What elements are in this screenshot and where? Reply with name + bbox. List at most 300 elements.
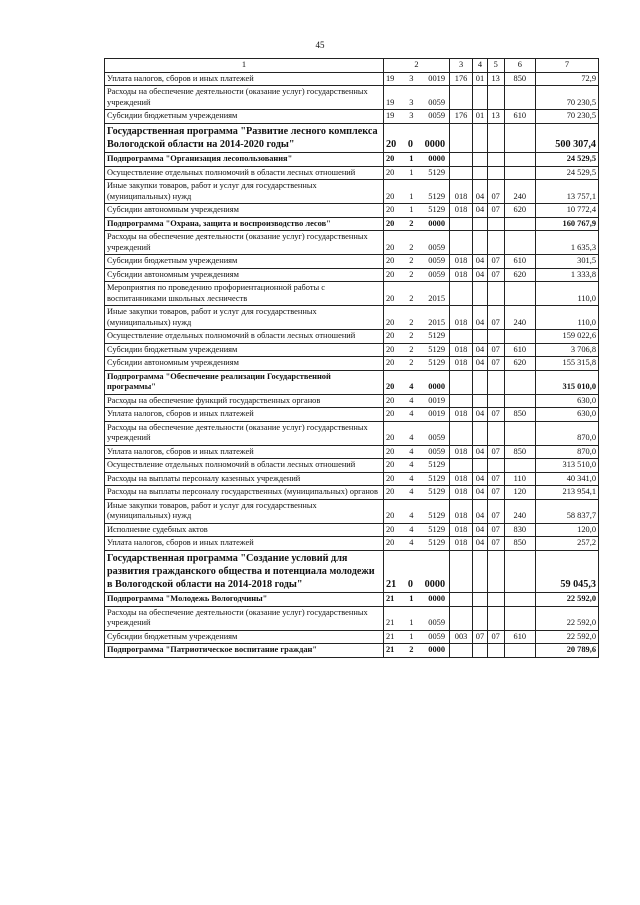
subprogram-code: 3 [409,97,414,107]
program-code: 21 [385,631,395,641]
direction-code: 0000 [428,218,446,228]
section-code [473,606,488,630]
section-code [473,86,488,110]
direction-code: 2015 [428,293,446,303]
row-name: Иные закупки товаров, работ и услуг для государственных (муниципальных) нужд [105,499,384,523]
expense-type-code: 240 [504,499,535,523]
program-code: 20 [385,395,395,405]
section-code: 04 [473,408,488,422]
subsection-code: 07 [487,268,504,282]
direction-code: 0059 [428,111,446,120]
grbs-code: 018 [450,486,473,500]
direction-code: 0000 [428,645,446,655]
grbs-code [450,123,473,153]
expense-type-code: 120 [504,486,535,500]
amount: 257,2 [536,537,599,551]
subsection-code: 13 [487,72,504,86]
section-code: 01 [473,72,488,86]
direction-code: 0059 [428,433,446,442]
row-name: Расходы на выплаты персоналу казенных учреждений [105,472,384,486]
grbs-code [450,606,473,630]
program-code: 21 [385,579,397,590]
amount: 315 010,0 [536,370,599,394]
subprogram-row [105,370,599,394]
expense-type-code [504,370,535,394]
direction-code: 5129 [428,524,446,534]
table-row [105,255,599,269]
subsection-code: 07 [487,343,504,357]
expense-type-code: 620 [504,268,535,282]
subsection-code: 07 [487,180,504,204]
target-article-code [383,204,449,218]
subsection-code: 13 [487,110,504,124]
direction-code: 0000 [424,138,446,150]
expense-type-code: 620 [504,357,535,371]
program-code: 20 [385,138,397,150]
subprogram-code: 1 [409,191,414,201]
subsection-code: 07 [487,499,504,523]
amount: 870,0 [536,445,599,459]
amount: 22 592,0 [536,593,599,607]
section-code: 04 [473,445,488,459]
expense-type-code [504,231,535,255]
program-code: 20 [385,269,395,279]
grbs-code [450,86,473,110]
amount: 58 837,7 [536,499,599,523]
target-article-code [383,357,449,371]
target-article-code [383,123,449,153]
grbs-code: 018 [450,255,473,269]
program-code: 20 [385,538,395,547]
amount: 160 767,9 [536,217,599,231]
direction-code: 5129 [428,344,446,354]
program-code: 20 [385,242,395,252]
grbs-code: 018 [450,306,473,330]
table-row [105,204,599,218]
target-article-code [383,606,449,630]
section-code: 04 [473,357,488,371]
section-code: 04 [473,499,488,523]
column-number: 3 [450,59,473,73]
grbs-code: 018 [450,472,473,486]
table-row [105,486,599,500]
amount: 3 706,8 [536,343,599,357]
program-code: 20 [385,433,395,442]
row-name: Уплата налогов, сборов и иных платежей [105,445,384,459]
target-article-code [383,110,449,124]
expense-type-code [504,459,535,473]
direction-code: 0019 [428,395,446,405]
program-code: 20 [385,344,395,354]
subprogram-code: 1 [409,594,414,604]
program-code: 20 [385,487,395,496]
subsection-code [487,593,504,607]
program-code: 20 [385,331,395,340]
subprogram-code: 4 [409,473,414,483]
expense-type-code: 830 [504,523,535,537]
row-name: Расходы на выплаты персоналу государственных (муниципальных) органов [105,486,384,500]
subprogram-row [105,217,599,231]
subsection-code: 07 [487,357,504,371]
subsection-code: 07 [487,523,504,537]
section-code [473,421,488,445]
grbs-code: 018 [450,343,473,357]
row-name: Субсидии бюджетным учреждениям [105,255,384,269]
direction-code: 5129 [428,191,446,201]
subsection-code [487,394,504,408]
subprogram-code: 2 [409,218,414,228]
program-code: 20 [385,524,395,534]
section-code: 04 [473,343,488,357]
amount: 13 757,1 [536,180,599,204]
row-name: Осуществление отдельных полномочий в области лесных отношений [105,459,384,473]
program-code: 20 [385,358,395,367]
row-name: Расходы на обеспечение функций государственных органов [105,394,384,408]
subprogram-code: 1 [409,154,414,163]
program-code: 21 [385,645,395,655]
program-code: 21 [385,618,395,628]
subprogram-row [105,153,599,167]
subprogram-code: 2 [409,331,414,340]
amount: 870,0 [536,421,599,445]
grbs-code [450,459,473,473]
grbs-code [450,550,473,593]
subprogram-code: 4 [409,409,414,418]
program-code: 20 [385,317,395,327]
target-article-code [383,459,449,473]
expense-type-code [504,166,535,180]
direction-code: 0059 [428,242,446,252]
section-code [473,394,488,408]
expense-type-code: 240 [504,180,535,204]
table-row [105,523,599,537]
subprogram-code: 2 [409,269,414,279]
amount: 213 954,1 [536,486,599,500]
table-row [105,72,599,86]
subsection-code [487,644,504,658]
expense-type-code [504,86,535,110]
expense-type-code: 620 [504,204,535,218]
amount: 20 789,6 [536,644,599,658]
subsection-code [487,123,504,153]
amount: 72,9 [536,72,599,86]
subsection-code: 07 [487,486,504,500]
subprogram-code: 0 [407,579,413,590]
program-code: 20 [385,293,395,303]
direction-code: 0019 [428,73,446,83]
target-article-code [383,550,449,593]
section-code: 04 [473,255,488,269]
program-code: 20 [385,460,395,469]
program-code: 20 [385,167,395,177]
subsection-code [487,330,504,344]
row-name: Мероприятия по проведению профориентационной работы с воспитанниками школьных лесничеств [105,282,384,306]
expense-type-code [504,123,535,153]
table-row [105,408,599,422]
subprogram-code: 4 [409,511,414,520]
table-row [105,110,599,124]
direction-code: 5129 [428,358,446,367]
row-name: Осуществление отдельных полномочий в области лесных отношений [105,166,384,180]
row-name: Расходы на обеспечение деятельности (оказание услуг) государственных учреждений [105,231,384,255]
program-code: 19 [385,111,395,120]
target-article-code [383,268,449,282]
target-article-code [383,593,449,607]
table-row [105,343,599,357]
amount: 313 510,0 [536,459,599,473]
direction-code: 5129 [428,473,446,483]
subsection-code: 07 [487,255,504,269]
row-name: Осуществление отдельных полномочий в области лесных отношений [105,330,384,344]
direction-code: 5129 [428,167,446,177]
table-row [105,394,599,408]
program-code: 20 [385,511,395,520]
section-code [473,282,488,306]
subsection-code: 07 [487,204,504,218]
subprogram-code: 4 [409,433,414,442]
target-article-code [383,630,449,644]
row-name: Подпрограмма "Охрана, защита и воспроизводство лесов" [105,217,384,231]
table-row [105,166,599,180]
subsection-code [487,282,504,306]
row-name: Субсидии автономным учреждениям [105,357,384,371]
amount: 110,0 [536,306,599,330]
amount: 159 022,6 [536,330,599,344]
column-number: 7 [536,59,599,73]
target-article-code [383,306,449,330]
expense-type-code: 610 [504,255,535,269]
expense-type-code [504,644,535,658]
program-code: 20 [385,382,395,391]
grbs-code: 018 [450,445,473,459]
grbs-code [450,593,473,607]
subsection-code [487,231,504,255]
row-name: Субсидии автономным учреждениям [105,204,384,218]
row-name: Подпрограмма "Организация лесопользования" [105,153,384,167]
grbs-code: 018 [450,537,473,551]
expense-type-code: 850 [504,537,535,551]
row-name: Расходы на обеспечение деятельности (оказание услуг) государственных учреждений [105,421,384,445]
page-number: 45 [315,40,325,50]
row-name: Иные закупки товаров, работ и услуг для государственных (муниципальных) нужд [105,306,384,330]
amount: 630,0 [536,408,599,422]
program-row [105,550,599,593]
subprogram-code: 3 [409,73,414,83]
grbs-code: 176 [450,110,473,124]
subprogram-row [105,644,599,658]
row-name: Субсидии автономным учреждениям [105,268,384,282]
subsection-code [487,153,504,167]
expense-type-code [504,421,535,445]
grbs-code: 018 [450,204,473,218]
amount: 24 529,5 [536,166,599,180]
section-code: 04 [473,523,488,537]
expense-type-code: 240 [504,306,535,330]
subsection-code [487,217,504,231]
subprogram-row [105,593,599,607]
amount: 59 045,3 [536,550,599,593]
table-row [105,472,599,486]
direction-code: 0000 [428,382,446,391]
program-code: 20 [385,205,395,214]
section-code [473,459,488,473]
subprogram-code: 0 [407,138,413,150]
subprogram-code: 4 [409,395,414,405]
target-article-code [383,255,449,269]
row-name: Субсидии бюджетным учреждениям [105,110,384,124]
expense-type-code: 610 [504,110,535,124]
program-code: 20 [385,154,395,163]
subprogram-code: 2 [409,645,414,655]
grbs-code: 018 [450,180,473,204]
target-article-code [383,445,449,459]
section-code [473,330,488,344]
expense-type-code: 850 [504,72,535,86]
table-row [105,499,599,523]
target-article-code [383,166,449,180]
direction-code: 5129 [428,205,446,214]
target-article-code [383,523,449,537]
subsection-code: 07 [487,306,504,330]
amount: 22 592,0 [536,606,599,630]
row-name: Расходы на обеспечение деятельности (оказание услуг) государственных учреждений [105,606,384,630]
direction-code: 2015 [428,317,446,327]
grbs-code [450,644,473,658]
row-name: Субсидии бюджетным учреждениям [105,343,384,357]
table-row [105,86,599,110]
direction-code: 0000 [428,594,446,604]
table-row [105,357,599,371]
section-code [473,217,488,231]
subprogram-code: 1 [409,618,414,628]
target-article-code [383,537,449,551]
subprogram-code: 1 [409,631,414,641]
grbs-code [450,153,473,167]
section-code [473,550,488,593]
section-code [473,593,488,607]
section-code [473,370,488,394]
table-row [105,606,599,630]
grbs-code [450,166,473,180]
subprogram-code: 2 [409,358,414,367]
amount: 120,0 [536,523,599,537]
target-article-code [383,343,449,357]
section-code: 07 [473,630,488,644]
grbs-code: 003 [450,630,473,644]
direction-code: 5129 [428,331,446,340]
section-code [473,644,488,658]
subsection-code: 07 [487,537,504,551]
amount: 1 635,3 [536,231,599,255]
subprogram-code: 1 [409,167,414,177]
grbs-code [450,330,473,344]
direction-code: 0000 [428,154,446,163]
program-row [105,123,599,153]
amount: 155 315,8 [536,357,599,371]
grbs-code: 176 [450,72,473,86]
section-code: 04 [473,486,488,500]
subprogram-code: 4 [409,538,414,547]
amount: 110,0 [536,282,599,306]
direction-code: 5129 [428,487,446,496]
budget-table [104,58,599,658]
subsection-code: 07 [487,630,504,644]
target-article-code [383,180,449,204]
subprogram-code: 1 [409,205,414,214]
section-code [473,153,488,167]
subprogram-code: 4 [409,487,414,496]
target-article-code [383,499,449,523]
row-name: Подпрограмма "Молодежь Вологодчины" [105,593,384,607]
expense-type-code: 610 [504,630,535,644]
table-row [105,268,599,282]
expense-type-code: 850 [504,408,535,422]
subprogram-code: 4 [409,446,414,456]
subsection-code: 07 [487,472,504,486]
expense-type-code: 110 [504,472,535,486]
direction-code: 0019 [428,409,446,418]
program-code: 20 [385,218,395,228]
table-row [105,459,599,473]
column-number: 2 [383,59,449,73]
target-article-code [383,72,449,86]
table-row [105,180,599,204]
grbs-code: 018 [450,268,473,282]
amount: 630,0 [536,394,599,408]
row-name: Государственная программа "Создание условий для развития гражданского общества и потенциала молодежи в Вологодской области на 2014-2018 годы" [105,550,384,593]
grbs-code [450,394,473,408]
target-article-code [383,644,449,658]
expense-type-code: 610 [504,343,535,357]
subsection-code: 07 [487,445,504,459]
target-article-code [383,408,449,422]
grbs-code: 018 [450,523,473,537]
subprogram-code: 3 [409,111,414,120]
amount: 70 230,5 [536,110,599,124]
program-code: 21 [385,594,395,604]
expense-type-code [504,217,535,231]
subprogram-code: 2 [409,344,414,354]
grbs-code: 018 [450,499,473,523]
target-article-code [383,370,449,394]
grbs-code: 018 [450,357,473,371]
section-code [473,231,488,255]
grbs-code [450,282,473,306]
row-name: Субсидии бюджетным учреждениям [105,630,384,644]
section-code: 04 [473,180,488,204]
grbs-code [450,231,473,255]
program-code: 20 [385,409,395,418]
subsection-code [487,86,504,110]
program-code: 20 [385,446,395,456]
target-article-code [383,282,449,306]
section-code [473,166,488,180]
expense-type-code [504,282,535,306]
row-name: Подпрограмма "Патриотическое воспитание граждан" [105,644,384,658]
expense-type-code [504,330,535,344]
row-name: Уплата налогов, сборов и иных платежей [105,537,384,551]
expense-type-code [504,593,535,607]
subprogram-code: 2 [409,317,414,327]
row-name: Расходы на обеспечение деятельности (оказание услуг) государственных учреждений [105,86,384,110]
direction-code: 0059 [428,618,446,628]
row-name: Иные закупки товаров, работ и услуг для государственных (муниципальных) нужд [105,180,384,204]
direction-code: 5129 [428,511,446,520]
grbs-code [450,421,473,445]
table-row [105,330,599,344]
row-name: Уплата налогов, сборов и иных платежей [105,408,384,422]
section-code: 04 [473,268,488,282]
